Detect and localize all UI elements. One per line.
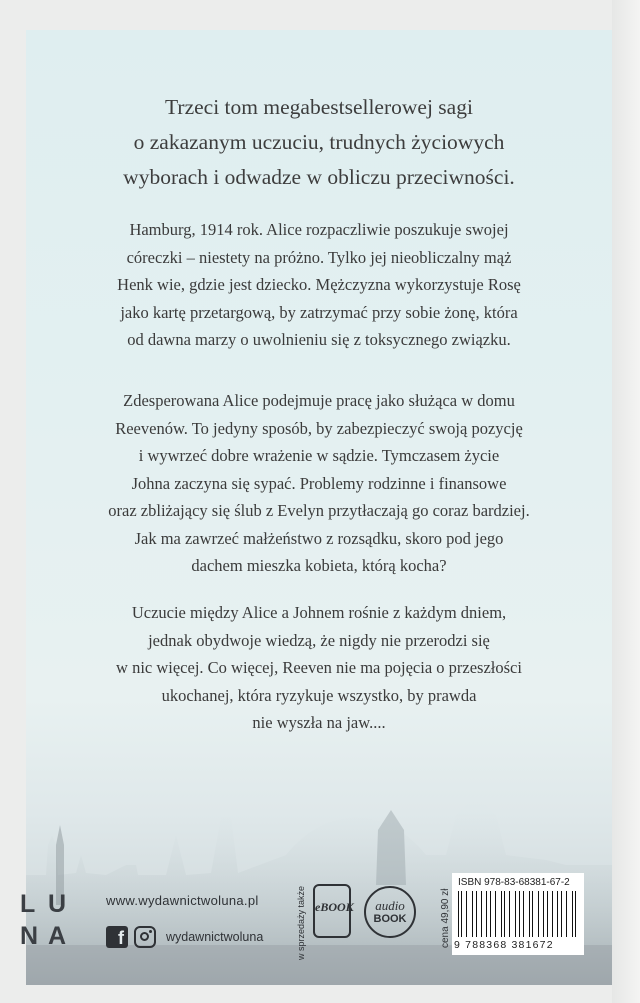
ebook-badge: [313, 884, 354, 938]
publisher-website[interactable]: www.wydawnictwoluna.pl: [106, 893, 259, 908]
price-label: cena 49,90 zł: [440, 888, 451, 948]
facebook-icon[interactable]: f: [106, 926, 128, 948]
page-edge: [612, 0, 640, 1003]
text-line: jednak obydwoje wiedzą, że nigdy nie przerodzi się: [148, 630, 490, 650]
social-links: [106, 926, 263, 948]
blurb-paragraph-3: [66, 599, 572, 737]
text-line: Jak ma zawrzeć małżeństwo z rozsądku, skoro pod jego: [134, 528, 504, 548]
book-label: BOOK: [373, 913, 407, 925]
luna-logo: [14, 862, 72, 950]
blurb-paragraph-1: [66, 216, 572, 354]
text-line: Reevenów. To jedyny sposób, by zabezpieczyć swoją pozycję: [115, 418, 523, 438]
instagram-icon[interactable]: [134, 926, 156, 948]
text-line: oraz zbliżający się ślub z Evelyn przytłaczają go coraz bardziej.: [108, 501, 530, 520]
logo-letter: N: [20, 922, 39, 950]
barcode-bar: [515, 891, 516, 937]
logo-letter: A: [48, 922, 67, 950]
barcode-bar: [481, 891, 482, 937]
text-line: ukochanej, która ryzykuje wszystko, by prawda: [161, 685, 477, 705]
back-cover: [26, 30, 612, 985]
barcode-bar: [497, 891, 498, 937]
blurb-paragraph-2: [66, 387, 572, 580]
tagline-line: o zakazanym uczuciu, trudnych życiowych: [133, 130, 505, 154]
barcode: [452, 873, 584, 955]
barcode-bar: [468, 891, 469, 937]
text-line: Johna zaczyna się sypać. Problemy rodzinne i finansowe: [131, 473, 507, 493]
text-line: córeczki – niestety na próżno. Tylko jej nieobliczalny mąż: [126, 247, 512, 267]
tagline-line: Trzeci tom megabestsellerowej sagi: [165, 95, 473, 119]
logo-letter: U: [48, 890, 67, 918]
text-line: Henk wie, gdzie jest dziecko. Mężczyzna wykorzystuje Rosę: [117, 275, 521, 294]
tagline-line: wyborach i odwadze w obliczu przeciwności.: [123, 165, 515, 189]
barcode-bar: [536, 891, 537, 937]
text-line: Hamburg, 1914 rok. Alice rozpaczliwie poszukuje swojej: [129, 220, 509, 239]
barcode-bar: [566, 891, 567, 937]
ebook-label: eBOOK: [315, 900, 354, 914]
social-handle: wydawnictwoluna: [166, 930, 264, 944]
isbn-label: ISBN 978-83-68381-67-2: [458, 877, 570, 888]
text-line: jako kartę przetargową, by zatrzymać przy sobie żonę, która: [120, 302, 518, 322]
text-line: Uczucie między Alice a Johnem rośnie z każdym dniem,: [131, 603, 507, 622]
barcode-bar: [547, 891, 548, 937]
audio-label: audio: [375, 898, 405, 913]
text-line: dachem mieszka kobieta, którą kocha?: [191, 556, 447, 575]
tagline: [26, 90, 612, 195]
text-line: Zdesperowana Alice podejmuje pracę jako służąca w domu: [123, 391, 515, 410]
text-line: od dawna marzy o uwolnieniu się z toksycznego związku.: [127, 330, 511, 349]
audiobook-badge: [364, 886, 416, 938]
text-line: w nic więcej. Co więcej, Reeven nie ma pojęcia o przeszłości: [116, 658, 522, 677]
barcode-number: 9 788368 381672: [454, 939, 554, 951]
text-line: nie wyszła na jaw....: [252, 713, 386, 732]
logo-letter: L: [20, 890, 36, 918]
also-available-label: w sprzedaży także: [296, 885, 306, 960]
text-line: i wywrzeć dobre wrażenie w sądzie. Tymczasem życie: [138, 446, 500, 465]
barcode-bars: [458, 891, 580, 937]
